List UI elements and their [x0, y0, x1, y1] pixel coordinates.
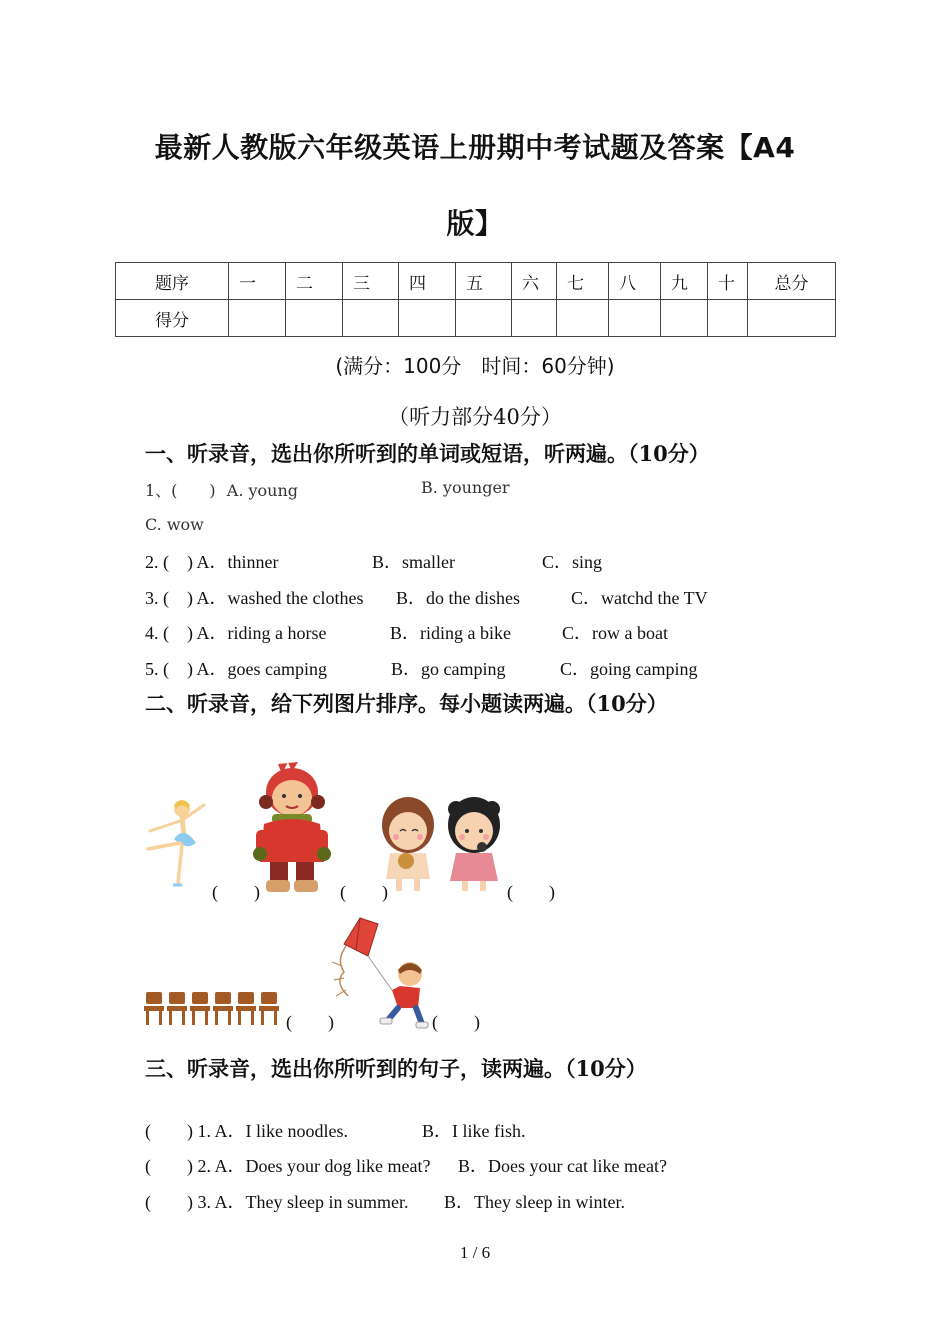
section2-title: 二、听录音，给下列图片排序。每小题读两遍。（10分）	[145, 691, 668, 716]
q3-option-b: B．do the dishes	[396, 588, 520, 608]
q2-option-c: C．sing	[542, 552, 603, 572]
s3-q3-number: ( ) 3. A．	[145, 1192, 246, 1212]
s3-q2-option-b: B．Does your cat like meat?	[458, 1156, 667, 1176]
s3-q2-number: ( ) 2. A．	[145, 1156, 246, 1176]
s3-q1-number: ( ) 1. A．	[145, 1121, 246, 1141]
header-cell-1: 一	[229, 263, 286, 300]
page-number: 1 / 6	[459, 1243, 491, 1262]
q4-option-c: C．row a boat	[562, 623, 668, 643]
score-cell[interactable]	[343, 300, 399, 337]
score-table-score-row	[116, 300, 836, 337]
score-cell[interactable]	[557, 300, 609, 337]
picture-3-answer-blank[interactable]: ( )	[507, 882, 555, 902]
girl-left	[382, 797, 434, 891]
question-2	[145, 548, 279, 574]
picture-5-answer-blank[interactable]: ( )	[432, 1012, 480, 1032]
q3-option-a: washed the clothes	[227, 588, 364, 608]
s3-q1-option-b: B．I like fish.	[422, 1121, 526, 1141]
header-cell-8: 八	[609, 263, 661, 300]
score-cell[interactable]	[286, 300, 343, 337]
q3-option-c: C．watchd the TV	[571, 588, 708, 608]
score-cell[interactable]	[456, 300, 512, 337]
q2-option-b: B．smaller	[372, 552, 455, 572]
score-cell[interactable]	[229, 300, 286, 337]
header-cell-index: 题序	[116, 263, 229, 300]
s3-question-1	[145, 1117, 348, 1143]
document-title: 最新人教版六年级英语上册期中考试题及答案【A4	[154, 131, 796, 164]
s3-question-2	[145, 1152, 430, 1178]
q5-number: 5. ( ) A．	[145, 659, 228, 679]
q2-number: 2. ( ) A．	[145, 552, 228, 572]
score-cell[interactable]	[512, 300, 557, 337]
picture-1-answer-blank[interactable]: ( )	[212, 882, 260, 902]
section1-title: 一、听录音，选出你所听到的单词或短语，听两遍。（10分）	[145, 441, 710, 466]
q5-option-a: goes camping	[227, 659, 327, 679]
q1-option-a: A. young	[226, 481, 299, 500]
header-cell-5: 五	[456, 263, 512, 300]
question-1	[145, 478, 298, 501]
question-4	[145, 619, 326, 645]
header-cell-3: 三	[343, 263, 399, 300]
score-table-header-row	[116, 263, 836, 300]
winter-boy-picture	[248, 758, 336, 896]
chairs-picture	[144, 992, 284, 1026]
girl-right	[448, 797, 500, 891]
score-cell[interactable]	[708, 300, 748, 337]
score-cell[interactable]	[399, 300, 456, 337]
score-cell[interactable]	[609, 300, 661, 337]
section3-title: 三、听录音，选出你所听到的句子，读两遍。（10分）	[145, 1056, 647, 1081]
kite-boy-picture	[322, 916, 432, 1028]
q1-option-b: B. younger	[421, 478, 510, 497]
picture-4-answer-blank[interactable]: ( )	[286, 1012, 334, 1032]
q5-option-b: B．go camping	[391, 659, 506, 679]
header-cell-6: 六	[512, 263, 557, 300]
s3-q3-option-b: B．They sleep in winter.	[444, 1192, 625, 1212]
exam-info: (满分：100分 时间：60分钟)	[335, 354, 615, 378]
singing-girls-picture	[376, 795, 504, 895]
s3-q3-option-a: They sleep in summer.	[245, 1192, 409, 1212]
picture-2-answer-blank[interactable]: ( )	[340, 882, 388, 902]
q1-number: 1、( )	[145, 481, 216, 500]
score-cell[interactable]	[661, 300, 708, 337]
score-table	[115, 262, 836, 337]
document-title-continued: 版】	[446, 207, 504, 240]
header-cell-9: 九	[661, 263, 708, 300]
question-5	[145, 655, 327, 681]
question-3	[145, 584, 363, 610]
s3-question-3	[145, 1188, 408, 1214]
header-cell-7: 七	[557, 263, 609, 300]
q5-option-c: C．going camping	[560, 659, 698, 679]
header-cell-total: 总分	[748, 263, 836, 300]
ice-skater-picture	[140, 795, 212, 895]
q4-option-a: riding a horse	[227, 623, 327, 643]
header-cell-10: 十	[708, 263, 748, 300]
q1-option-c: C. wow	[145, 515, 204, 534]
header-cell-2: 二	[286, 263, 343, 300]
q2-option-a: thinner	[227, 552, 279, 572]
q3-number: 3. ( ) A．	[145, 588, 228, 608]
score-cell-total[interactable]	[748, 300, 836, 337]
q4-option-b: B．riding a bike	[390, 623, 511, 643]
header-cell-4: 四	[399, 263, 456, 300]
s3-q1-option-a: I like noodles.	[245, 1121, 348, 1141]
listening-part-header: （听力部分40分）	[388, 405, 562, 429]
q4-number: 4. ( ) A．	[145, 623, 228, 643]
score-row-label: 得分	[116, 300, 229, 337]
s3-q2-option-a: Does your dog like meat?	[245, 1156, 431, 1176]
